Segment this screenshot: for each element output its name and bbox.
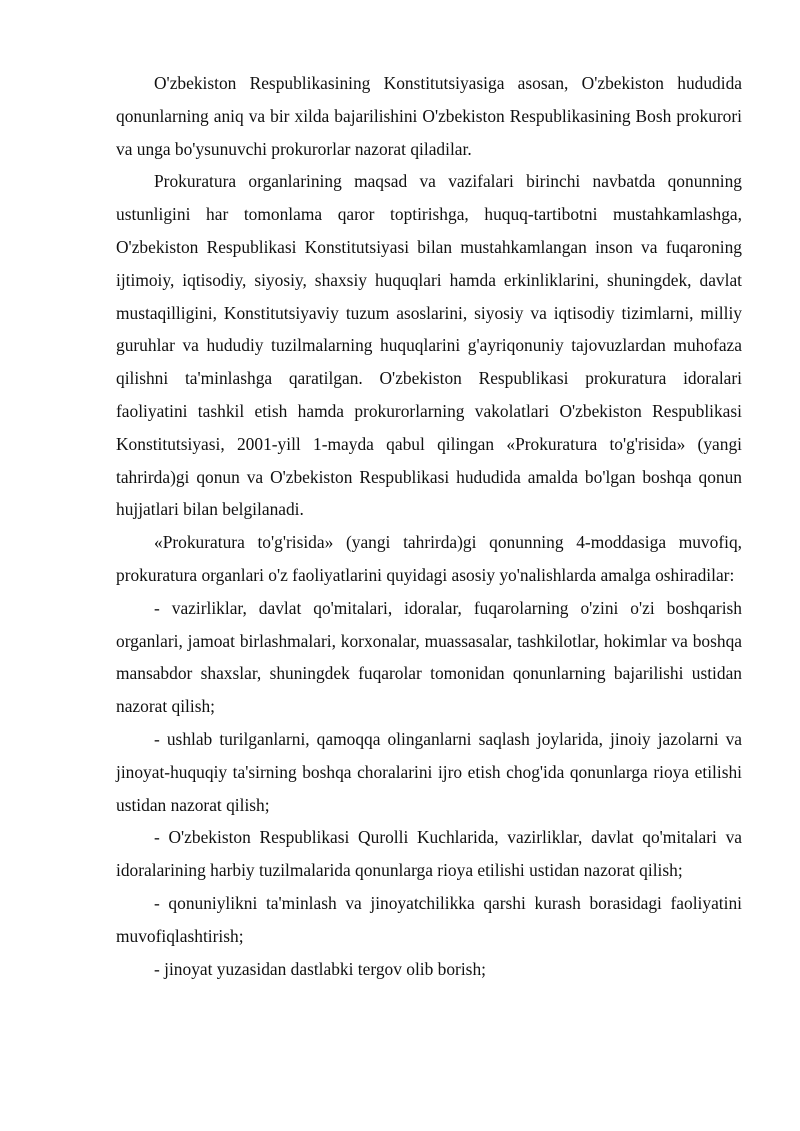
paragraph-constitution: O'zbekiston Respublikasining Konstitutsiyasiga asosan, O'zbekiston hududida qonunlarning aniq va bir xilda bajarilishini O'zbekiston Respublikasining Bosh prokurori va unga bo'ysunuvchi prokurorlar nazorat qiladilar. (116, 73, 742, 159)
list-item-coordination: - qonuniylikni ta'minlash va jinoyatchilikka qarshi kurash borasidagi faoliyatini muvofiqlashtirish; (116, 892, 742, 946)
list-item-investigation: - jinoyat yuzasidan dastlabki tergov olib borish; (154, 958, 486, 979)
paragraph-goals: Prokuratura organlarining maqsad va vazifalari birinchi navbatda qonunning ustunligini har tomonlama qaror toptirishga, huquq-tartibotni mustahkamlashga, O'zbekiston Respublikasi Konstitutsiyasi bilan mustahkamlangan inson va fuqaroning ijtimoiy, iqtisodiy, siyosiy, shaxsiy huquqlari hamda erkinliklarini, shuningdek, davlat mustaqilligini, Konstitutsiyaviy tuzum asoslarini, siyosiy va iqtisodiy tizimlarni, milliy guruhlar va hududiy tuzilmalarning huquqlarini g'ayriqonuniy tajovuzlardan muhofaza qilishni ta'minlashga qaratilgan. O'zbekiston Respublikasi prokuratura idoralari faoliyatini tashkil etish hamda prokurorlarning vakolatlari O'zbekiston Respublikasi Konstitutsiyasi, 2001-yill 1-mayda qabul qilingan «Prokuratura to'g'risida» (yangi tahrirda)gi qonun va O'zbekiston Respublikasi hududida amalda bo'lgan boshqa qonun hujjatlari bilan belgilanadi. (116, 171, 742, 520)
list-item-supervision-laws: - vazirliklar, davlat qo'mitalari, idoralar, fuqarolarning o'zini o'zi boshqarish organlari, jamoat birlashmalari, korxonalar, muassasalar, tashkilotlar, hokimlar va boshqa mansabdor shaxslar, shuningdek fuqarolar tomonidan qonunlarning bajarilishi ustidan nazorat qilish; (116, 597, 742, 717)
document-page (116, 67, 742, 985)
list-item-armed-forces: - O'zbekiston Respublikasi Qurolli Kuchlarida, vazirliklar, davlat qo'mitalari va idoralarining harbiy tuzilmalarida qonunlarga rioya etilishi ustidan nazorat qilish; (116, 827, 742, 881)
list-item-detention-supervision: - ushlab turilganlarni, qamoqqa olinganlarni saqlash joylarida, jinoiy jazolarni va jinoyat-huquqiy ta'sirning boshqa choralarini ijro etish chog'ida qonunlarga rioya etilishi ustidan nazorat qilish; (116, 728, 742, 815)
paragraph-law-article-4: «Prokuratura to'g'risida» (yangi tahrirda)gi qonunning 4-moddasiga muvofiq, prokuratura organlari o'z faoliyatlarini quyidagi asosiy yo'nalishlarda amalga oshiradilar: (116, 532, 742, 585)
